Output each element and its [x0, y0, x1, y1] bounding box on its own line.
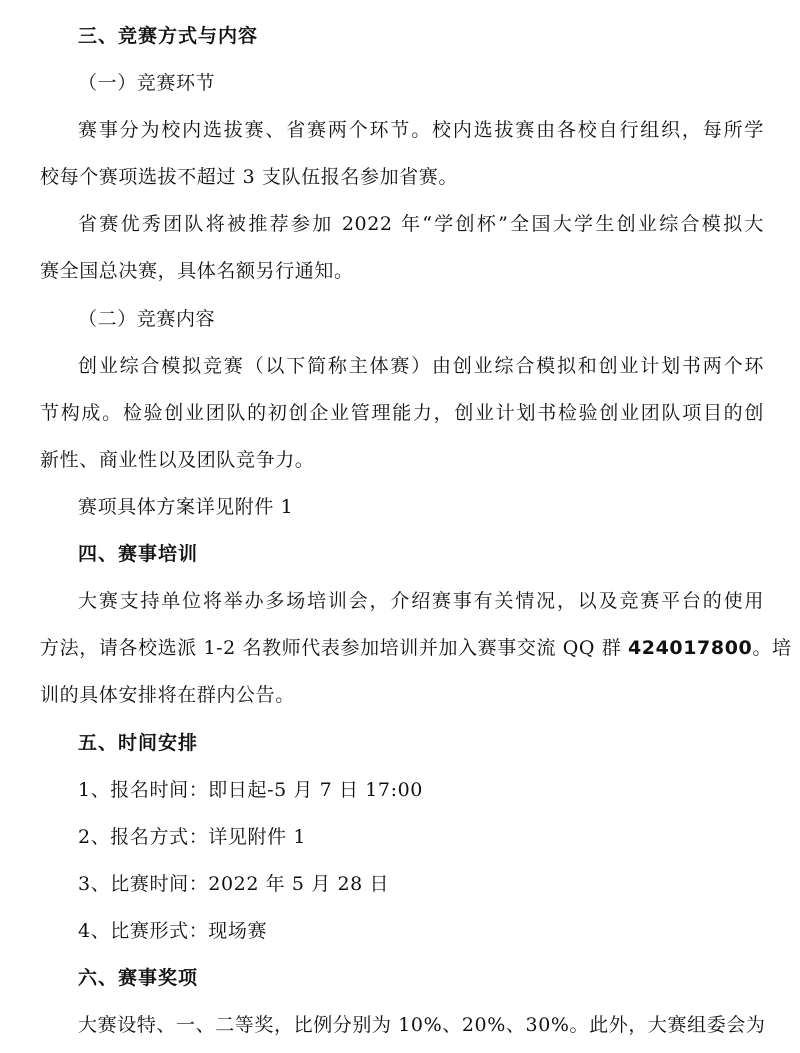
paragraph-line: 新性、商业性以及团队竞争力。 [40, 449, 315, 471]
paragraph-line: 赛项具体方案详见附件 1 [78, 496, 294, 518]
paragraph-line: 节构成。检验创业团队的初创企业管理能力，创业计划书检验创业团队项目的创 [40, 402, 764, 424]
paragraph-line-qq [40, 635, 792, 661]
paragraph-line: 校每个赛项选拔不超过 3 支队伍报名参加省赛。 [40, 166, 458, 188]
paragraph-line: 创业综合模拟竞赛（以下简称主体赛）由创业综合模拟和创业计划书两个环 [78, 355, 764, 377]
section-heading-3: 三、竞赛方式与内容 [78, 25, 259, 47]
paragraph-text: 方法，请各校选派 1-2 名教师代表参加培训并加入赛事交流 QQ 群 [40, 637, 628, 659]
qq-group-number: 424017800 [627, 637, 753, 659]
schedule-item: 1、报名时间：即日起-5 月 7 日 17:00 [78, 779, 423, 801]
paragraph-line: 赛事分为校内选拔赛、省赛两个环节。校内选拔赛由各校自行组织，每所学 [78, 119, 764, 141]
subsection-heading-1: （一）竞赛环节 [78, 72, 216, 94]
paragraph-line: 赛全国总决赛，具体名额另行通知。 [40, 260, 354, 282]
section-heading-5: 五、时间安排 [78, 732, 199, 754]
schedule-item: 2、报名方式：详见附件 1 [78, 826, 307, 848]
schedule-item: 4、比赛形式：现场赛 [78, 920, 268, 942]
section-heading-6: 六、赛事奖项 [78, 967, 199, 989]
paragraph-line: 训的具体安排将在群内公告。 [40, 684, 295, 706]
paragraph-line: 大赛设特、一、二等奖，比例分别为 10%、20%、30%。此外，大赛组委会为 [78, 1014, 766, 1036]
paragraph-line: 大赛支持单位将举办多场培训会，介绍赛事有关情况，以及竞赛平台的使用 [78, 590, 764, 612]
section-heading-4: 四、赛事培训 [78, 543, 199, 565]
schedule-item: 3、比赛时间：2022 年 5 月 28 日 [78, 873, 390, 895]
paragraph-text: 。培 [752, 637, 792, 659]
subsection-heading-2: （二）竞赛内容 [78, 308, 216, 330]
paragraph-line: 省赛优秀团队将被推荐参加 2022 年“学创杯”全国大学生创业综合模拟大 [78, 213, 764, 235]
